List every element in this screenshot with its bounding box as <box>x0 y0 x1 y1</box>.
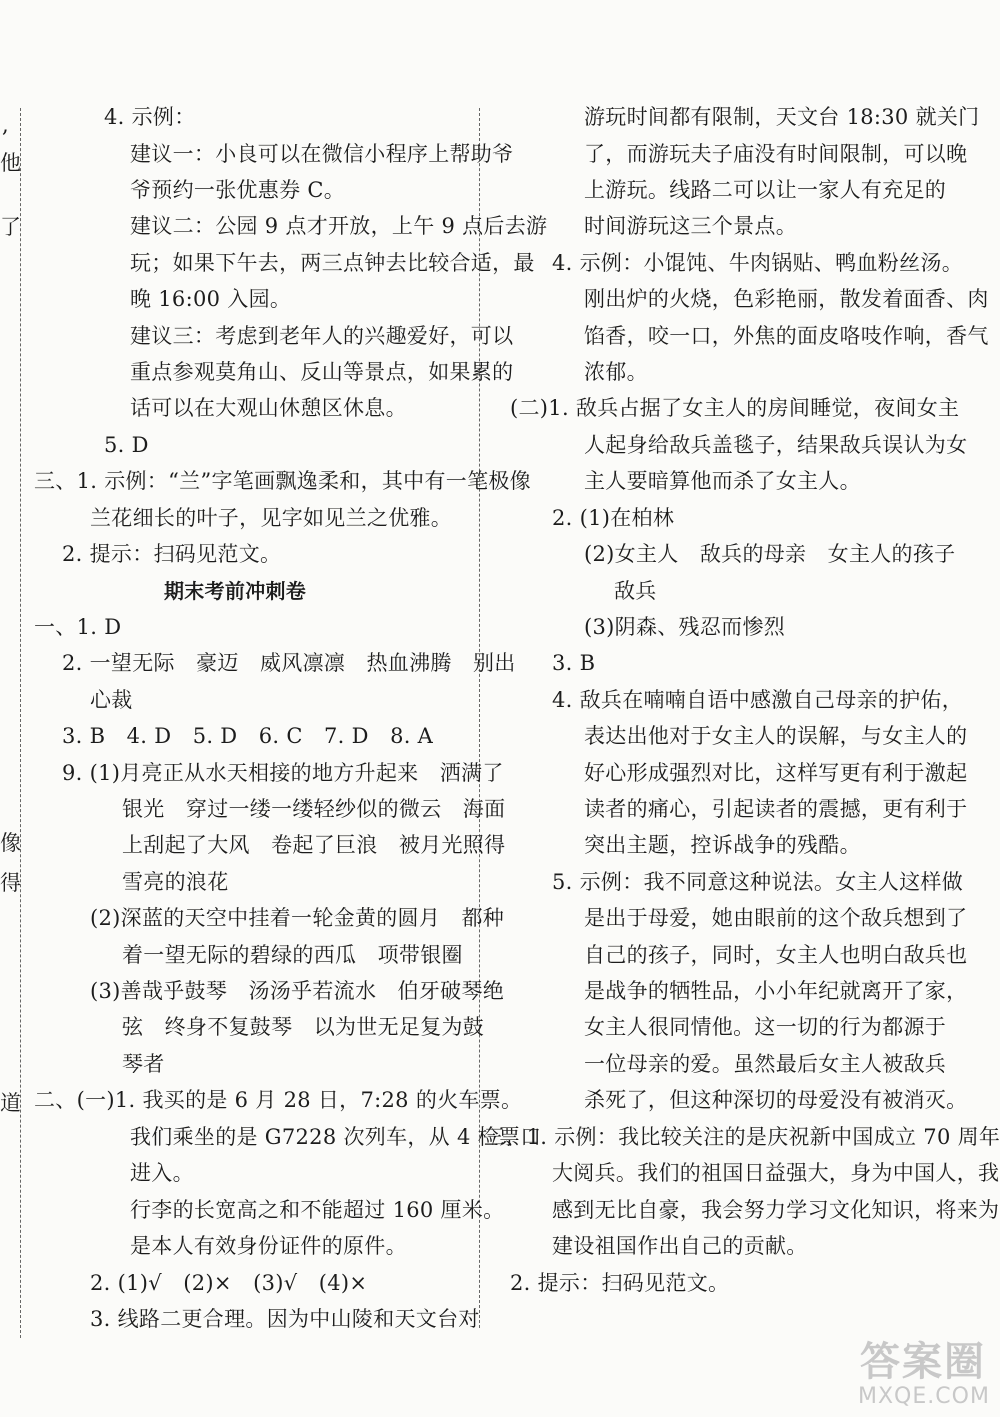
margin-char: 道 <box>0 1091 22 1115</box>
answer-line: (3)阴森、残忍而惨烈 <box>584 615 786 639</box>
left-margin-dashed-rule <box>20 108 21 1338</box>
answer-line: 5. D <box>104 433 149 457</box>
answer-line: 重点参观莫角山、反山等景点，如果累的 <box>130 360 514 384</box>
answer-line: 2. 提示：扫码见范文。 <box>62 542 282 566</box>
answer-line: 建议三：考虑到老年人的兴趣爱好，可以 <box>130 324 514 348</box>
answer-line: 馅香，咬一口，外焦的面皮咯吱作响，香气 <box>584 324 989 348</box>
answer-line: 行李的长宽高之和不能超过 160 厘米。 <box>130 1198 505 1222</box>
answer-line: 杀死了，但这种深切的母爱没有被消灭。 <box>584 1088 968 1112</box>
answer-line: 爷预约一张优惠券 C。 <box>130 178 346 202</box>
answer-line: 2. 提示：扫码见范文。 <box>510 1271 730 1295</box>
answer-line: 3. B 4. D 5. D 6. C 7. D 8. A <box>62 724 434 748</box>
answer-line: 4. 示例： <box>104 105 196 129</box>
answer-line: 突出主题，控诉战争的残酷。 <box>584 833 861 857</box>
answer-line: 三、1. 示例：我比较关注的是庆祝新中国成立 70 周年 <box>484 1125 1000 1149</box>
answer-line: 4. 敌兵在喃喃自语中感激自己母亲的护佑， <box>552 688 964 712</box>
answer-line: 着一望无际的碧绿的西瓜 项带银圈 <box>122 943 463 967</box>
answer-line: 了，而游玩夫子庙没有时间限制，可以晚 <box>584 142 968 166</box>
margin-char: 像 <box>0 831 22 855</box>
answer-line: 敌兵 <box>614 579 657 603</box>
section-title: 期末考前冲刺卷 <box>164 579 307 603</box>
answer-line: 是出于母爱，她由眼前的这个敌兵想到了 <box>584 906 968 930</box>
answer-line: 大阅兵。我们的祖国日益强大，身为中国人，我 <box>552 1161 1000 1185</box>
answer-line: 雪亮的浪花 <box>122 870 229 894</box>
answer-line: (2)深蓝的天空中挂着一轮金黄的圆月 都种 <box>90 906 505 930</box>
answer-line: (二)1. 敌兵占据了女主人的房间睡觉，夜间女主 <box>510 396 960 420</box>
answer-line: 玩；如果下午去，两三点钟去比较合适，最 <box>130 251 535 275</box>
answer-line: 2. (1)√ (2)× (3)√ (4)× <box>90 1271 368 1295</box>
answer-line: 2. (1)在柏林 <box>552 506 675 530</box>
answer-line: 上刮起了大风 卷起了巨浪 被月光照得 <box>122 833 506 857</box>
answer-line: 兰花细长的叶子，见字如见兰之优雅。 <box>90 506 453 530</box>
answer-line: 建议一：小良可以在微信小程序上帮助爷 <box>130 142 514 166</box>
answer-line: 弦 终身不复鼓琴 以为世无足复为鼓 <box>122 1015 485 1039</box>
answer-line: 读者的痛心，引起读者的震撼，更有利于 <box>584 797 968 821</box>
answer-line: 主人要暗算他而杀了女主人。 <box>584 469 861 493</box>
answer-line: 时间游玩这三个景点。 <box>584 214 797 238</box>
answer-line: 是战争的牺牲品，小小年纪就离开了家， <box>584 979 968 1003</box>
answer-line: 话可以在大观山休憩区休息。 <box>130 396 407 420</box>
answer-line: 一位母亲的爱。虽然最后女主人被敌兵 <box>584 1052 947 1076</box>
answer-line: 5. 示例：我不同意这种说法。女主人这样做 <box>552 870 964 894</box>
answer-line: 3. B <box>552 651 596 675</box>
answer-line: 心裁 <box>90 688 133 712</box>
answer-line: 晚 16:00 入园。 <box>130 287 292 311</box>
answer-line: 4. 示例：小馄饨、牛肉锅贴、鸭血粉丝汤。 <box>552 251 964 275</box>
answer-line: 好心形成强烈对比，这样写更有利于激起 <box>584 761 968 785</box>
answer-line: 感到无比自豪，我会努力学习文化知识，将来为 <box>552 1198 1000 1222</box>
answer-line: 表达出他对于女主人的误解，与女主人的 <box>584 724 968 748</box>
margin-char: 得 <box>0 871 22 895</box>
answer-line: 三、1. 示例：“兰”字笔画飘逸柔和，其中有一笔极像 <box>34 469 531 493</box>
watermark-brand: 答案圈 <box>860 1339 986 1385</box>
answer-line: 建议二：公园 9 点才开放，上午 9 点后去游 <box>130 214 548 238</box>
answer-line: 3. 线路二更合理。因为中山陵和天文台对 <box>90 1307 480 1331</box>
answer-line: 女主人很同情他。这一切的行为都源于 <box>584 1015 947 1039</box>
answer-line: 2. 一望无际 豪迈 威风凛凛 热血沸腾 别出 <box>62 651 516 675</box>
answer-line: (3)善哉乎鼓琴 汤汤乎若流水 伯牙破琴绝 <box>90 979 505 1003</box>
answer-line: 是本人有效身份证件的原件。 <box>130 1234 407 1258</box>
answer-line: 人起身给敌兵盖毯子，结果敌兵误认为女 <box>584 433 968 457</box>
answer-line: 银光 穿过一缕一缕轻纱似的微云 海面 <box>122 797 506 821</box>
answer-line: 浓郁。 <box>584 360 648 384</box>
answer-line: 游玩时间都有限制，天文台 18:30 就关门 <box>584 105 980 129</box>
answer-line: 二、(一)1. 我买的是 6 月 28 日，7:28 的火车票。 <box>34 1088 523 1112</box>
answer-line: (2)女主人 敌兵的母亲 女主人的孩子 <box>584 542 956 566</box>
answer-line: 琴者 <box>122 1052 165 1076</box>
margin-char: 了 <box>0 215 22 239</box>
answer-line: 我们乘坐的是 G7228 次列车，从 4 检票口 <box>130 1125 542 1149</box>
margin-char: 他 <box>0 151 22 175</box>
answer-line: 进入。 <box>130 1161 194 1185</box>
answer-line: 9. (1)月亮正从水天相接的地方升起来 洒满了 <box>62 761 504 785</box>
watermark <box>858 1339 988 1409</box>
answer-line: 一、1. D <box>34 615 122 639</box>
answer-line: 自己的孩子，同时，女主人也明白敌兵也 <box>584 943 968 967</box>
margin-char: , <box>2 113 9 137</box>
answer-line: 刚出炉的火烧，色彩艳丽，散发着面香、肉 <box>584 287 989 311</box>
answer-line: 上游玩。线路二可以让一家人有充足的 <box>584 178 947 202</box>
answer-line: 建设祖国作出自己的贡献。 <box>552 1234 808 1258</box>
watermark-site: MXQE.COM <box>858 1384 990 1409</box>
